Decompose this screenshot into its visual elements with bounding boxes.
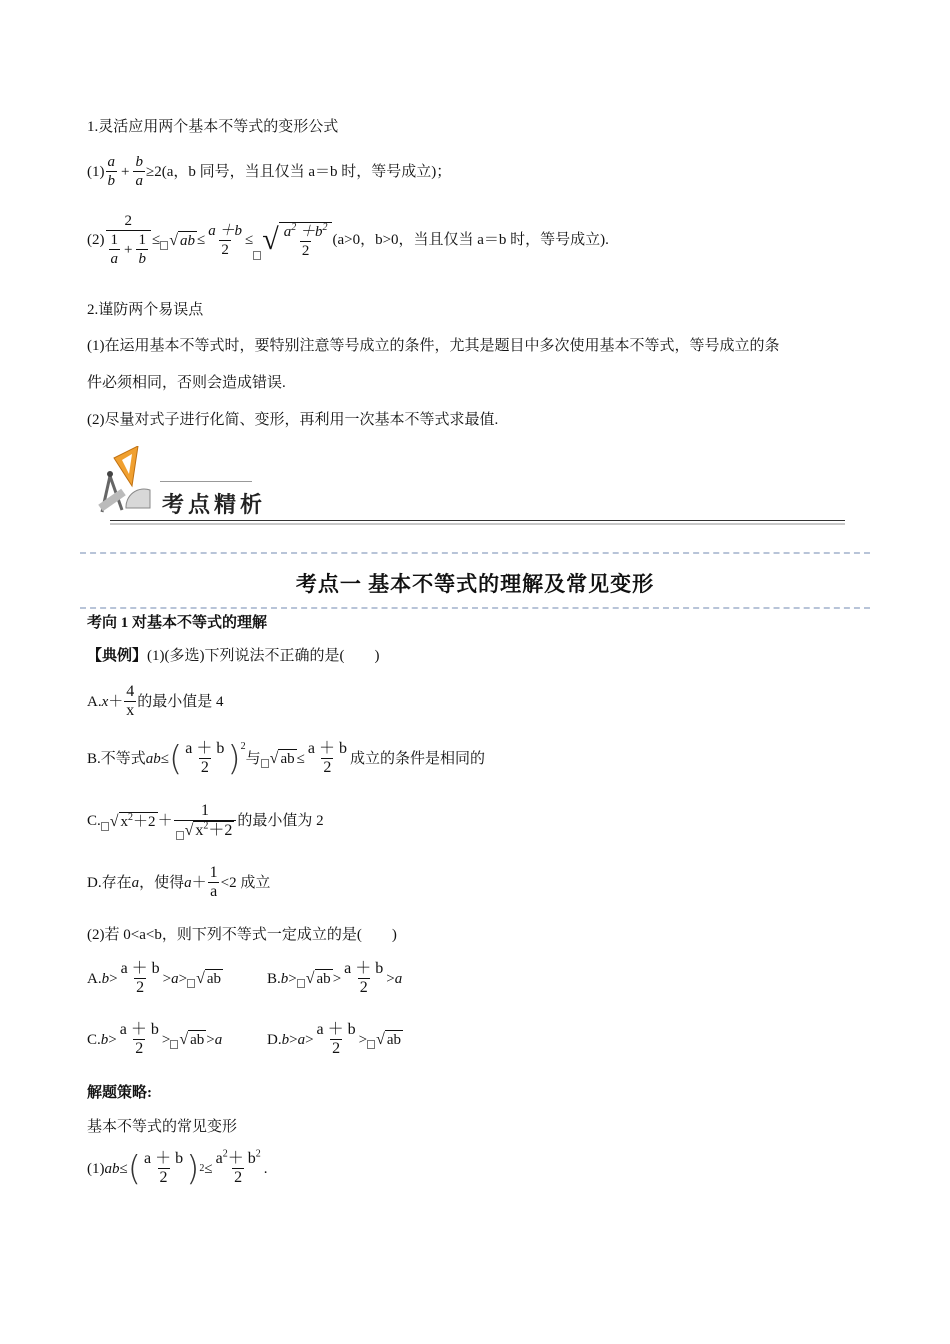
- section-divider-bottom: [80, 607, 870, 609]
- fraction-arithmetic-mean: $\frac{a +b}{2}$: [208, 222, 242, 258]
- q2-option-d: D. b > a > $\frac{a + b}{2}$ > √ ab: [267, 1021, 402, 1057]
- banner-shadow: [110, 523, 845, 525]
- drafting-tools-icon: [92, 446, 162, 526]
- option-c: C. √ $x^2+2$ ＋ 1 √ $x^2+2$ 的最小值为 2: [87, 802, 324, 839]
- strategy-text: 基本不等式的常见变形: [87, 1119, 238, 1135]
- example-question-1: [87, 647, 380, 665]
- option-b: B.不等式 ab ≤ ( $\frac{a + b}{2}$ ) 2 与 √ ab ≤ $\frac{a + b}{2}$ 成立的条件是相同的: [87, 738, 485, 779]
- fraction-4-over-x: $\frac{4}{x}$: [126, 683, 135, 719]
- example-label: 【典例】: [87, 648, 148, 664]
- section-divider-top: [80, 552, 870, 554]
- q2-option-b-label: B.: [267, 970, 281, 987]
- q2-option-c: C. b > $\frac{a + b}{2}$ > √ ab > a: [87, 1021, 223, 1057]
- caution-item-1-line-1: (1)在运用基本不等式时，要特别注意等号成立的条件，尤其是题目中多次使用基本不等式，等号成立的条: [87, 338, 780, 354]
- sqrt-quadratic-mean: √ $\frac{a^2 +b^2}{2}$: [253, 220, 332, 260]
- fraction-1-over-a: $\frac{1}{a}$: [209, 864, 218, 900]
- banner-top-line: [160, 481, 252, 482]
- option-a: A. x ＋ $\frac{4}{x}$ 的最小值是 4: [87, 683, 224, 719]
- intro-heading-1: 1.灵活应用两个基本不等式的变形公式: [87, 119, 339, 135]
- q2-option-b: B. b > √ ab > $\frac{a + b}{2}$ > a: [267, 960, 403, 996]
- q2-option-a: A. b > $\frac{a + b}{2}$ > a > √ ab: [87, 960, 222, 996]
- option-a-prefix: A.: [87, 693, 102, 710]
- sqrt-ab-option-b: √ ab: [261, 749, 297, 768]
- caution-item-1-line-2: 件必须相同，否则会造成错误.: [87, 375, 286, 391]
- intro-heading-2: 2.谨防两个易误点: [87, 302, 204, 318]
- fraction-a-over-b: $\frac{a}{b}$: [107, 154, 115, 189]
- fraction-1-over-sqrt-x2-plus-2: 1 √ $x^2+2$: [174, 802, 237, 840]
- option-d-mid: ，使得: [139, 874, 185, 891]
- sqrt-x2-plus-2: √ $x^2+2$: [101, 812, 158, 831]
- strategy-label: 解题策略:: [87, 1085, 152, 1101]
- option-c-prefix: C.: [87, 813, 101, 829]
- fraction-harmonic-mean: 2 $\frac{1}{a}$ + $\frac{1}{b}$: [106, 212, 151, 268]
- q2-option-c-label: C.: [87, 1031, 101, 1048]
- option-b-mid: 与: [245, 750, 261, 767]
- sqrt-ab: √ ab: [160, 231, 197, 250]
- direction-heading: 考向 1 对基本不等式的理解: [87, 615, 268, 631]
- example-q1-text: (1)(多选)下列说法不正确的是( ): [147, 648, 380, 664]
- q2-option-d-label: D.: [267, 1031, 282, 1048]
- formula-1-prefix: (1): [87, 163, 105, 180]
- formula-line-2: (2) 2 $\frac{1}{a}$ + $\frac{1}{b}$ ≤ √ ab ≤ $\frac{a +b}{2}$ ≤ √ $\frac{a^2 +b^2}{2}$ (a>0，b>0，当且仅当 a＝b 时，等号成立).: [87, 213, 609, 267]
- banner-rule: [110, 520, 845, 521]
- option-b-prefix: B.不等式: [87, 750, 146, 767]
- strategy-formula-1-prefix: (1): [87, 1160, 105, 1177]
- banner-title: 考点精析: [162, 493, 267, 518]
- question-2: (2)若 0<a<b，则下列不等式一定成立的是( ): [87, 927, 397, 943]
- section-title: 考点一 基本不等式的理解及常见变形: [295, 572, 655, 596]
- formula-2-tail: (a>0，b>0，当且仅当 a＝b 时，等号成立).: [332, 232, 609, 248]
- formula-1-tail: ≥2(a，b 同号，当且仅当 a＝b 时，等号成立)；: [145, 163, 452, 180]
- q2-option-a-label: A.: [87, 970, 102, 987]
- option-b-tail: 成立的条件是相同的: [349, 750, 485, 767]
- formula-2-prefix: (2): [87, 232, 105, 248]
- caution-item-2: (2)尽量对式子进行化简、变形，再利用一次基本不等式求最值.: [87, 412, 499, 428]
- strategy-formula-1: (1) ab ≤ ( $\frac{a + b}{2}$ ) 2 ≤ $\frac{a^2+ b^2}{2}$ .: [87, 1148, 268, 1189]
- option-d-prefix: D.存在: [87, 874, 132, 891]
- formula-line-1: (1) $\frac{a}{b}$ + $\frac{b}{a}$ ≥2(a，b 同号，当且仅当 a＝b 时，等号成立)；: [87, 154, 452, 189]
- option-c-tail: 的最小值为 2: [237, 813, 324, 829]
- option-d: D.存在 a ，使得 a ＋ $\frac{1}{a}$ <2 成立: [87, 864, 271, 900]
- fraction-a-plus-b-over-2: $\frac{a + b}{2}$: [185, 740, 225, 776]
- fraction-b-over-a: $\frac{b}{a}$: [135, 154, 143, 189]
- option-a-tail: 的最小值是 4: [137, 693, 224, 710]
- option-d-tail: <2 成立: [220, 874, 271, 891]
- fraction-a-plus-b-over-2-b: $\frac{a + b}{2}$: [307, 740, 347, 776]
